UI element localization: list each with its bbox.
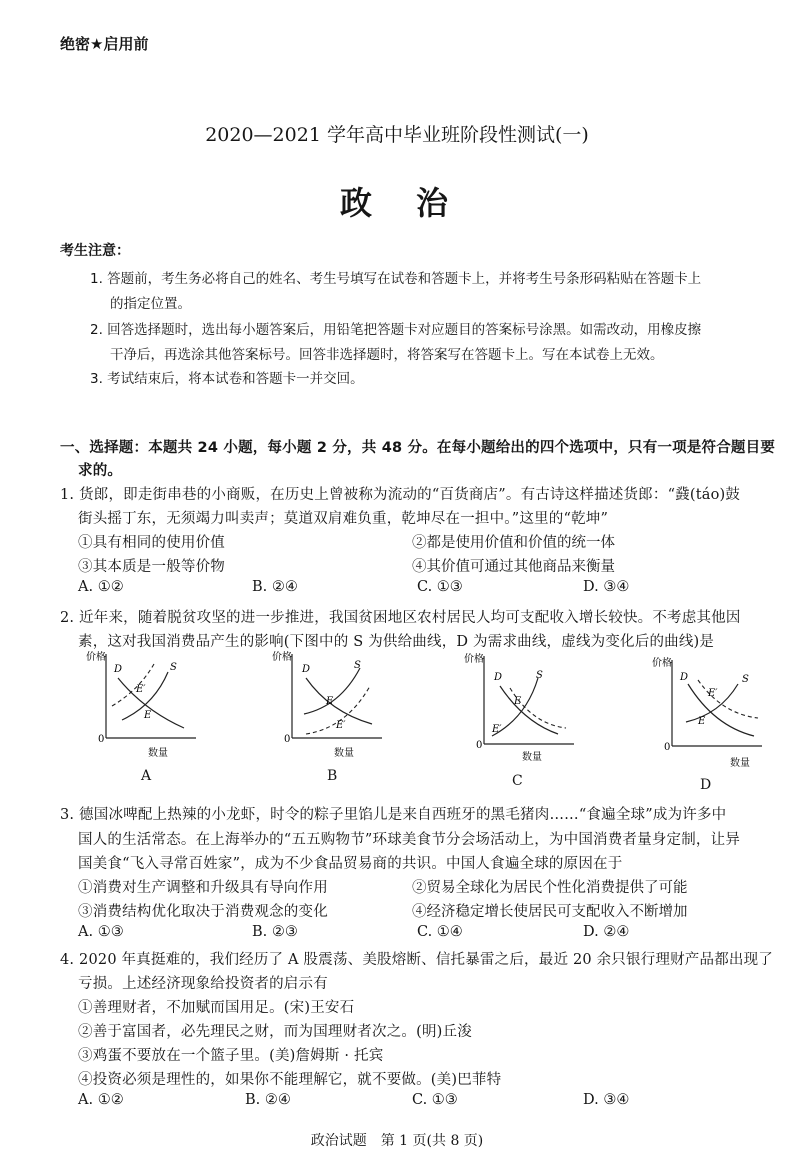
q3-statement-1: ①消费对生产调整和升级具有导向作用 — [78, 880, 328, 896]
exam-title: 2020—2021 学年高中毕业班阶段性测试(一) — [205, 124, 589, 146]
question-3-stem: 3. 德国冰啤配上热辣的小龙虾，时令的粽子里馅儿是来自西班牙的黑毛猪肉……“食遍全球”成为许多中 — [60, 807, 727, 823]
q3-statement-2: ②贸易全球化为居民个性化消费提供了可能 — [412, 880, 688, 896]
q3-option-a[interactable]: A. ①③ — [78, 924, 124, 940]
q4-option-b[interactable]: B. ②④ — [245, 1092, 291, 1108]
q3-option-c[interactable]: C. ①④ — [417, 924, 463, 940]
question-3-stem-cont: 国美食“飞入寻常百姓家”，成为不少食品贸易商的共识。中国人食遍全球的原因在于 — [78, 856, 623, 872]
graph-a-price-label: 价格 — [86, 652, 106, 663]
graph-b-price-label: 价格 — [272, 652, 292, 663]
section-heading-cont: 求的。 — [78, 463, 123, 479]
graph-c-label: C — [512, 773, 523, 789]
question-2-stem-cont: 素，这对我国消费品产生的影响(下图中的 S 为供给曲线，D 为需求曲线，虚线为变化后的曲线)是 — [78, 634, 715, 650]
q4-option-c[interactable]: C. ①③ — [412, 1092, 458, 1108]
graph-b-svg — [270, 650, 390, 766]
graph-a-d-label: D — [114, 664, 123, 675]
q4-statement-1: ①善理财者，不加赋而国用足。(宋)王安石 — [78, 1000, 355, 1016]
section-heading: 一、选择题：本题共 24 小题，每小题 2 分，共 48 分。在每小题给出的四个选项中，只有一项是符合题目要 — [60, 440, 776, 456]
graph-d-d-label: D — [680, 672, 689, 683]
notice-heading: 考生注意： — [60, 243, 130, 259]
q1-option-a[interactable]: A. ①② — [78, 579, 124, 595]
graph-d-s-label: S — [742, 674, 749, 685]
graph-d-svg — [650, 656, 770, 776]
graph-a-e2-label: E′ — [136, 684, 146, 695]
graph-a[interactable] — [84, 650, 204, 770]
q1-option-c[interactable]: C. ①③ — [417, 579, 463, 595]
q1-option-b[interactable]: B. ②④ — [252, 579, 298, 595]
q3-statement-4: ④经济稳定增长使居民可支配收入不断增加 — [412, 904, 688, 920]
q4-option-a[interactable]: A. ①② — [78, 1092, 124, 1108]
q1-option-d[interactable]: D. ③④ — [583, 579, 630, 595]
graph-a-s-label: S — [170, 662, 177, 673]
graph-b[interactable] — [270, 650, 390, 770]
notice-item: 1. 答题前，考生务必将自己的姓名、考生号填写在试卷和答题卡上，并将考生号条形码粘贴在答题卡上 — [90, 271, 702, 287]
notice-item: 的指定位置。 — [110, 296, 191, 312]
graph-b-d-label: D — [302, 664, 311, 675]
graph-b-e2-label: E′ — [336, 720, 346, 731]
q4-statement-2: ②善于富国者，必先理民之财，而为国理财者次之。(明)丘浚 — [78, 1024, 472, 1040]
graph-d-label: D — [700, 777, 712, 793]
graph-d-e2-label: E′ — [708, 688, 718, 699]
graph-b-origin: 0 — [284, 734, 291, 745]
graph-b-supply-curve — [304, 668, 360, 714]
graph-b-e-label: E — [326, 696, 334, 707]
graph-d-qty-label: 数量 — [730, 758, 750, 769]
notice-item: 干净后，再选涂其他答案标号。回答非选择题时，将答案写在答题卡上。写在本试卷上无效。 — [110, 347, 664, 363]
q1-statement-4: ④其价值可通过其他商品来衡量 — [412, 559, 615, 575]
graph-a-qty-label: 数量 — [148, 748, 168, 759]
subject-title: 政 治 — [339, 184, 454, 222]
graph-c[interactable] — [462, 652, 582, 776]
question-4-stem: 4. 2020 年真挺难的，我们经历了 A 股震荡、美股熔断、信托暴雷之后，最近 20 余只银行理财产品都出现了 — [60, 952, 774, 968]
q3-option-d[interactable]: D. ②④ — [583, 924, 630, 940]
q3-statement-3: ③消费结构优化取决于消费观念的变化 — [78, 904, 328, 920]
graph-c-e2-label: E′ — [492, 724, 502, 735]
notice-item: 3. 考试结束后，将本试卷和答题卡一并交回。 — [90, 371, 364, 387]
question-4-stem-cont: 亏损。上述经济现象给投资者的启示有 — [78, 976, 328, 992]
graph-d-e-label: E — [698, 716, 706, 727]
graph-b-qty-label: 数量 — [334, 748, 354, 759]
q3-option-b[interactable]: B. ②③ — [252, 924, 298, 940]
graph-c-d-label: D — [494, 672, 503, 683]
graph-c-svg — [462, 652, 582, 772]
graph-c-qty-label: 数量 — [522, 752, 542, 763]
graph-d-shifted-curve — [698, 680, 758, 718]
question-1-stem-cont: 街头摇丁东，无须竭力叫卖声；莫道双肩难负重，乾坤尽在一担中。”这里的“乾坤” — [78, 511, 609, 527]
q4-statement-3: ③鸡蛋不要放在一个篮子里。(美)詹姆斯 · 托宾 — [78, 1048, 384, 1064]
graph-d[interactable] — [650, 656, 770, 780]
graph-d-price-label: 价格 — [652, 658, 672, 669]
graph-a-label: A — [141, 768, 152, 784]
graph-a-e-label: E — [144, 710, 152, 721]
q1-statement-3: ③其本质是一般等价物 — [78, 559, 225, 575]
graph-c-s-label: S — [536, 670, 543, 681]
graph-b-demand-curve — [306, 678, 372, 724]
q4-option-d[interactable]: D. ③④ — [583, 1092, 630, 1108]
graph-b-s-label: S — [354, 660, 361, 671]
graph-b-label: B — [327, 768, 338, 784]
question-3-stem-cont: 国人的生活常态。在上海举办的“五五购物节”环球美食节分会场活动上，为中国消费者量身定制，让异 — [78, 832, 741, 848]
q1-statement-2: ②都是使用价值和价值的统一体 — [412, 535, 615, 551]
graph-d-origin: 0 — [664, 742, 671, 753]
graph-c-demand-curve — [500, 686, 558, 734]
graph-c-origin: 0 — [476, 740, 483, 751]
page-footer: 政治试题 第 1 页(共 8 页) — [310, 1133, 484, 1149]
graph-a-origin: 0 — [98, 734, 105, 745]
confidential-mark: 绝密★启用前 — [60, 35, 149, 53]
notice-item: 2. 回答选择题时，选出每小题答案后，用铅笔把答题卡对应题目的答案标号涂黑。如需改动，用橡皮擦 — [90, 322, 702, 338]
graph-d-demand-curve — [688, 684, 754, 736]
graph-a-svg — [84, 650, 204, 766]
q4-statement-4: ④投资必须是理性的，如果你不能理解它，就不要做。(美)巴菲特 — [78, 1072, 502, 1088]
question-1-stem: 1. 货郎，即走街串巷的小商贩，在历史上曾被称为流动的“百货商店”。有古诗这样描述货郎：“鼗(táo)鼓 — [60, 487, 741, 503]
q1-statement-1: ①具有相同的使用价值 — [78, 535, 225, 551]
question-2-stem: 2. 近年来，随着脱贫攻坚的进一步推进，我国贫困地区农村居民人均可支配收入增长较快。不考虑其他因 — [60, 610, 741, 626]
graph-c-price-label: 价格 — [464, 654, 484, 665]
graph-c-e-label: E — [514, 696, 522, 707]
